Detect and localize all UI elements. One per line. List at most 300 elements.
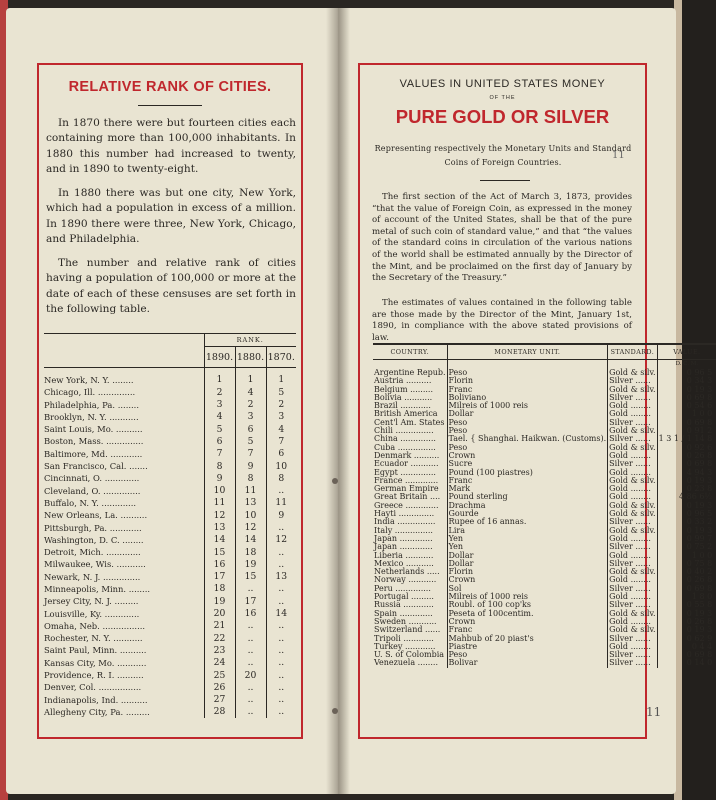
value: 0 26 8: [657, 618, 716, 626]
currency-rows: [373, 369, 716, 668]
table-row: [44, 497, 296, 509]
paragraph: [46, 256, 296, 318]
rank-1870: ..: [266, 694, 296, 706]
rank-1880: 20: [235, 669, 266, 681]
standard: Silver ......: [608, 377, 657, 385]
paragraph: [372, 298, 632, 344]
monetary-unit: Tael. { Shanghai. Haikwan. (Customs).: [448, 434, 607, 444]
country-name: Turkey ............: [374, 641, 436, 651]
table-row: [44, 386, 296, 398]
rank-1890: 8: [204, 460, 235, 472]
header-line: OF THE: [489, 95, 516, 101]
monetary-unit: Pound (100 piastres): [447, 469, 608, 477]
monetary-unit: Sol: [447, 585, 608, 593]
table-row: [44, 571, 296, 583]
city-name: New Orleans, La. ..........: [44, 510, 148, 521]
column-header-unit: MONETARY UNIT.: [447, 344, 608, 360]
rank-1870: 10: [266, 460, 296, 472]
country-name: Cuba ...............: [374, 442, 436, 452]
table-row: [44, 681, 296, 693]
monetary-unit: Franc: [447, 386, 608, 394]
country-name: Brazil ............: [374, 401, 431, 411]
monetary-unit: Milreis of 1000 reis: [447, 593, 608, 601]
country-name: Greece .............: [374, 500, 439, 510]
rank-1870: 3: [266, 411, 296, 423]
standard: Gold ........: [608, 402, 657, 410]
rank-1890: 7: [204, 448, 235, 460]
city-name: San Francisco, Cal. .......: [44, 461, 148, 472]
city-name: Philadelphia, Pa. ........: [44, 399, 139, 410]
title-rule: [138, 105, 202, 106]
table-header-blank: [44, 334, 204, 347]
monetary-unit: Mark: [447, 485, 608, 493]
rank-1890: 23: [204, 644, 235, 656]
value: 0 4 4: [657, 643, 716, 651]
value: 1 0 0: [657, 410, 716, 418]
paragraph-text: The number and relative rank of cities having a population of 100,000 or more at the date of each of these censuses are set forth in the following table.: [46, 257, 296, 316]
rank-1880: 14: [235, 534, 266, 546]
table-row: [44, 595, 296, 607]
value: 0 69 8: [657, 419, 716, 427]
rank-1870: ..: [266, 681, 296, 693]
city-name: Omaha, Neb. ................: [44, 620, 146, 631]
rank-1880: ..: [235, 706, 266, 718]
value: 0 19 3: [657, 502, 716, 510]
city-name: Rochester, N. Y. ...........: [44, 633, 143, 644]
value: 0 69 8: [657, 460, 716, 468]
table-row: [44, 694, 296, 706]
monetary-unit: Yen: [447, 535, 608, 543]
standard: Gold & silv.: [609, 567, 656, 577]
standard: Silver ......: [608, 635, 657, 643]
rank-1880: ..: [235, 681, 266, 693]
value-subheader: D. C. M.: [657, 360, 716, 370]
city-name: Kansas City, Mo. ...........: [44, 657, 147, 668]
value: 0 75 2: [657, 543, 716, 551]
country-name: Sweden ...........: [374, 616, 437, 626]
rank-1870: 12: [266, 534, 296, 546]
paragraph: [46, 186, 296, 248]
value: 4 86 6½: [657, 493, 716, 501]
monetary-unit: Yen: [447, 543, 608, 551]
country-name: Russia ............: [374, 600, 434, 610]
column-header-country: COUNTRY.: [373, 344, 447, 360]
standard: Gold & silv.: [609, 500, 656, 510]
country-name: Liberia ...........: [374, 550, 434, 560]
value: 0 99 7: [657, 535, 716, 543]
rank-1880: 18: [235, 546, 266, 558]
rank-1890: 6: [204, 435, 235, 447]
monetary-unit: Piastre: [447, 643, 608, 651]
rank-1890: 22: [204, 632, 235, 644]
country-name: Peru ..............: [374, 583, 431, 593]
value: 0 54 6: [657, 402, 716, 410]
country-name: Ecuador ...........: [374, 459, 439, 469]
rank-1890: 12: [204, 509, 235, 521]
value: 0 19 3: [657, 386, 716, 394]
standard: Silver ......: [608, 651, 657, 659]
standard: Silver ......: [608, 560, 657, 568]
city-name: Chicago, Ill. ..............: [44, 387, 136, 398]
rank-header: RANK.: [204, 334, 296, 347]
value: 0 19 3: [657, 626, 716, 634]
country-name: Japan .............: [374, 542, 433, 552]
table-row: [44, 521, 296, 533]
rank-1880: 7: [235, 448, 266, 460]
rank-1890: 20: [204, 607, 235, 619]
city-name: Minneapolis, Minn. ........: [44, 583, 151, 594]
city-name: Cleveland, O. ..............: [44, 485, 141, 496]
city-name: Allegheny City, Pa. .........: [44, 706, 150, 717]
table-row: [44, 583, 296, 595]
value: 0 96 5: [657, 510, 716, 518]
paragraph-text: In 1870 there were but fourteen cities each containing more than 100,000 inhabitants. In 1880 this number had increased to twenty, and in 1890 to twenty-eight.: [46, 117, 296, 176]
standard: Gold & silv.: [609, 608, 656, 618]
table-row: [373, 659, 716, 667]
country-name: Tripoli ............: [374, 633, 434, 643]
rank-1880: 17: [235, 595, 266, 607]
rank-1870: ..: [266, 632, 296, 644]
rank-1870: 13: [266, 571, 296, 583]
rank-1880: 3: [235, 411, 266, 423]
country-name: Portugal .........: [374, 592, 434, 602]
standard: Gold ........: [608, 535, 657, 543]
table-row: [44, 374, 296, 386]
table-header-blank: [44, 347, 204, 368]
country-name: Chili ...............: [374, 426, 434, 436]
rank-1880: 19: [235, 558, 266, 570]
monetary-unit: Peso: [447, 369, 608, 377]
table-row: [44, 472, 296, 484]
monetary-unit: Pound sterling: [447, 493, 608, 501]
rank-1880: ..: [235, 657, 266, 669]
rank-1890: 21: [204, 620, 235, 632]
rank-1870: 1: [266, 374, 296, 386]
rank-1890: 5: [204, 423, 235, 435]
country-name: Spain .............: [374, 608, 433, 618]
rank-1880: ..: [235, 632, 266, 644]
table-row: [44, 644, 296, 656]
standard: Gold ........: [608, 452, 657, 460]
monetary-unit: Crown: [447, 452, 608, 460]
table-row: [44, 484, 296, 496]
monetary-unit: Peso: [447, 444, 608, 452]
rank-1890: 16: [204, 558, 235, 570]
value: 0 19 3: [657, 477, 716, 485]
standard: Gold ........: [608, 469, 657, 477]
paragraph-text: The first section of the Act of March 3, 1873, provides “that the value of Foreign Coin, as expressed in the money of account of the United States, shall be that of the pure metal of such coin of standard value,” and that “the values of the standard coins in circulation of the various nations of the world shall be estimated annually by the Director of the Mint, and be proclaimed on the first day of January by the Secretary of the Treasury.”: [372, 192, 632, 284]
table-row: [44, 423, 296, 435]
rank-1880: 16: [235, 607, 266, 619]
monetary-unit: Franc: [447, 477, 608, 485]
country-name: Norway ...........: [374, 575, 437, 585]
monetary-unit: Florin: [447, 377, 608, 385]
city-name: Providence, R. I. ..........: [44, 670, 144, 681]
value: 0 69 8: [657, 585, 716, 593]
value: 0 55 8: [657, 601, 716, 609]
standard: Gold ........: [608, 485, 657, 493]
rank-1890: 13: [204, 521, 235, 533]
rank-1870: ..: [266, 595, 296, 607]
rank-1890: 3: [204, 398, 235, 410]
city-name: Baltimore, Md. ............: [44, 448, 143, 459]
standard: Silver ......: [608, 460, 657, 468]
monetary-unit: Dollar: [447, 560, 608, 568]
monetary-unit: Gourde: [447, 510, 608, 518]
city-name: Saint Louis, Mo. ..........: [44, 424, 143, 435]
table-row: [44, 632, 296, 644]
value: 0 75 8: [657, 560, 716, 568]
rank-1890: 9: [204, 472, 235, 484]
monetary-unit: Mahbub of 20 piast's: [447, 635, 608, 643]
year-header: 1870.: [266, 347, 296, 368]
rank-1870: 9: [266, 509, 296, 521]
rank-1890: 19: [204, 595, 235, 607]
standard: Gold ........: [608, 643, 657, 651]
rank-1880: ..: [235, 583, 266, 595]
city-name: Louisville, Ky. .............: [44, 608, 140, 619]
standard: Gold & silv.: [609, 384, 656, 394]
monetary-unit: Dollar: [447, 410, 608, 418]
country-name: Italy ...............: [374, 525, 433, 535]
monetary-unit: Crown: [447, 576, 608, 584]
table-row: [44, 546, 296, 558]
standard: Silver ......: [608, 601, 657, 609]
rank-1880: 6: [235, 423, 266, 435]
value: 0 23 8: [657, 485, 716, 493]
standard: Gold & silv.: [609, 442, 656, 452]
standard: Gold & silv.: [609, 625, 656, 635]
country-name: Cent'l Am. States: [374, 417, 445, 427]
rank-1890: 28: [204, 706, 235, 718]
rank-1890: 27: [204, 694, 235, 706]
city-name: Milwaukee, Wis. ...........: [44, 559, 146, 570]
standard: Gold & silv.: [609, 525, 656, 535]
city-name: Indianapolis, Ind. ..........: [44, 694, 148, 705]
rank-1890: 10: [204, 484, 235, 496]
country-name: Mexico ...........: [374, 558, 434, 568]
country-name: Argentine Repub.: [374, 368, 446, 377]
country-name: Egypt ..............: [374, 467, 436, 477]
rank-1870: ..: [266, 644, 296, 656]
standard: Silver ......: [608, 419, 657, 427]
rank-1870: ..: [266, 521, 296, 533]
value: 0 91 2: [657, 427, 716, 435]
standard: Gold ........: [608, 552, 657, 560]
country-name: Japan .............: [374, 533, 433, 543]
country-name: Belgium .........: [374, 384, 434, 394]
value: 4 94 3: [657, 469, 716, 477]
standard: Gold ........: [608, 576, 657, 584]
rank-1890: 17: [204, 571, 235, 583]
value: 0 34 3: [657, 377, 716, 385]
country-name: Netherlands .....: [374, 567, 440, 577]
margin-mark: 11: [612, 150, 625, 161]
monetary-unit: Peso: [447, 419, 608, 427]
page-subtitle: Representing respectively the Monetary Units and Standard Coins of Foreign Countries.: [374, 144, 632, 167]
year-header: 1880.: [235, 347, 266, 368]
table-row: [44, 607, 296, 619]
rank-1890: 2: [204, 386, 235, 398]
country-name: China ..............: [374, 434, 436, 444]
rank-1870: ..: [266, 657, 296, 669]
rank-1880: 9: [235, 460, 266, 472]
year-header: 1890.: [204, 347, 235, 368]
binding-stitch: [332, 478, 338, 484]
monetary-unit: Dollar: [447, 552, 608, 560]
city-name: Newark, N. J. ..............: [44, 571, 141, 582]
standard: Silver ......: [608, 585, 657, 593]
value: 0 33 2: [657, 518, 716, 526]
monetary-unit: Lira: [447, 527, 608, 535]
country-name: Austria ..........: [374, 376, 432, 386]
rank-1880: 1: [235, 374, 266, 386]
rank-1880: 4: [235, 386, 266, 398]
standard: Silver ......: [608, 659, 657, 667]
country-name: Bolivia ...........: [374, 392, 433, 402]
monetary-unit: Boliviano: [447, 394, 608, 402]
spacer: [447, 360, 608, 370]
rank-1870: ..: [266, 558, 296, 570]
title-rule: [480, 180, 530, 181]
paragraph: [46, 116, 296, 178]
standard: Gold & silv.: [609, 368, 656, 377]
city-name: New York, N. Y. ........: [44, 374, 134, 385]
standard: Gold & silv.: [609, 509, 656, 519]
table-row: [44, 435, 296, 447]
city-name: Pittsburgh, Pa. ............: [44, 522, 142, 533]
value: 0 69 8: [657, 394, 716, 402]
monetary-unit: Crown: [447, 618, 608, 626]
city-name: Saint Paul, Minn. ..........: [44, 645, 147, 656]
standard: Gold & silv.: [609, 475, 656, 485]
rank-1880: 13: [235, 497, 266, 509]
city-name: Washington, D. C. ........: [44, 534, 144, 545]
value: 0 69 8: [657, 651, 716, 659]
paragraph: [372, 192, 632, 285]
country-name: German Empire: [374, 484, 439, 494]
rank-1870: ..: [266, 706, 296, 718]
country-name: Great Britain ....: [374, 492, 441, 502]
table-row: [44, 558, 296, 570]
city-name: Jersey City, N. J. .........: [44, 596, 139, 607]
column-header-value: VALUE.: [657, 344, 716, 360]
rank-1870: ..: [266, 484, 296, 496]
page-title: PURE GOLD OR SILVER: [395, 106, 610, 127]
city-rank-rows: [44, 374, 296, 718]
rank-1870: ..: [266, 583, 296, 595]
value: 1 3 1 / 1 14 8: [657, 435, 716, 443]
standard: Gold ........: [608, 618, 657, 626]
table-row: [44, 669, 296, 681]
city-rank-table: [44, 333, 296, 718]
monetary-unit: Franc: [447, 626, 608, 634]
standard: Silver ......: [608, 543, 657, 551]
rank-1890: 25: [204, 669, 235, 681]
page-title: RELATIVE RANK OF CITIES.: [68, 79, 272, 95]
value: 0 40 2: [657, 568, 716, 576]
city-name: Detroit, Mich. .............: [44, 547, 141, 558]
rank-1890: 18: [204, 583, 235, 595]
monetary-unit: Drachma: [447, 502, 608, 510]
rank-1890: 14: [204, 534, 235, 546]
rank-1870: 14: [266, 607, 296, 619]
rank-1880: 11: [235, 484, 266, 496]
monetary-unit: Peseta of 100centim.: [447, 610, 608, 618]
standard: Gold & silv.: [609, 426, 656, 436]
country-name: India ...............: [374, 517, 436, 527]
rank-1870: 8: [266, 472, 296, 484]
table-row: [44, 448, 296, 460]
standard: Silver ......: [608, 394, 657, 402]
value: 0 26 8: [657, 576, 716, 584]
city-name: Buffalo, N. Y. .............: [44, 497, 137, 508]
standard: Silver ......: [608, 435, 657, 443]
table-row: [44, 509, 296, 521]
rank-1870: 7: [266, 435, 296, 447]
table-row: [44, 398, 296, 410]
book-gutter: [326, 8, 350, 794]
monetary-unit: Peso: [447, 651, 608, 659]
rank-1880: 10: [235, 509, 266, 521]
country-name: Switzerland ......: [374, 625, 441, 635]
monetary-unit: Milreis of 1000 reis: [447, 402, 608, 410]
rank-1880: ..: [235, 644, 266, 656]
rank-1880: ..: [235, 694, 266, 706]
city-name: Brooklyn, N. Y. ...........: [44, 411, 139, 422]
table-row: [44, 657, 296, 669]
monetary-unit: Peso: [447, 427, 608, 435]
rank-1870: 11: [266, 497, 296, 509]
currency-value-table: [373, 343, 716, 668]
rank-1890: 4: [204, 411, 235, 423]
standard: Gold ........: [608, 593, 657, 601]
rank-1880: 12: [235, 521, 266, 533]
rank-1880: ..: [235, 620, 266, 632]
value: 1 8 0: [657, 593, 716, 601]
country-name: Venezuela ........: [374, 658, 438, 668]
rank-1870: ..: [266, 669, 296, 681]
city-name: Cincinnati, O. .............: [44, 473, 140, 484]
country-name: U. S. of Colombia: [374, 650, 445, 660]
value: 0 14 0: [657, 659, 716, 667]
column-header-standard: STANDARD.: [608, 344, 657, 360]
rank-1870: 5: [266, 386, 296, 398]
rank-1870: ..: [266, 620, 296, 632]
rank-1870: ..: [266, 546, 296, 558]
rank-1880: 8: [235, 472, 266, 484]
table-row: [44, 534, 296, 546]
table-row: [44, 620, 296, 632]
value: 1 0 0: [657, 552, 716, 560]
paragraph-text: The estimates of values contained in the following table are those made by the Director of the Mint, January 1st, 1890, in compliance with the above stated provisions of law.: [372, 298, 632, 343]
standard: Gold ........: [608, 410, 657, 418]
value: 0 62 9: [657, 635, 716, 643]
rank-1880: 5: [235, 435, 266, 447]
rank-1890: 11: [204, 497, 235, 509]
value: 0 19 3: [657, 610, 716, 618]
monetary-unit: Bolivar: [447, 659, 608, 667]
binding-stitch: [332, 708, 338, 714]
value: 0 19 3: [657, 527, 716, 535]
rank-1880: 2: [235, 398, 266, 410]
country-name: British America: [374, 409, 438, 419]
standard: Gold ........: [608, 493, 657, 501]
rank-1890: 26: [204, 681, 235, 693]
rank-1890: 1: [204, 374, 235, 386]
rank-1890: 15: [204, 546, 235, 558]
rank-1890: 24: [204, 657, 235, 669]
